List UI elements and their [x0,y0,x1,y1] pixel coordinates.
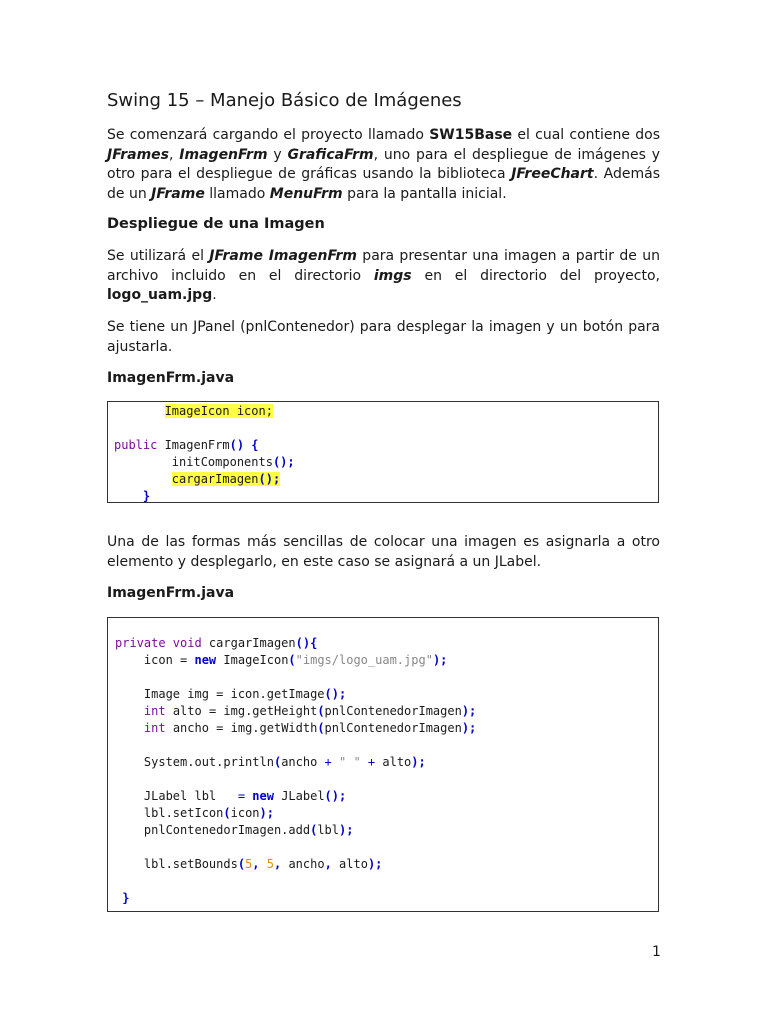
paragraph-2 [107,247,660,306]
code-punct: } [122,891,130,905]
text-bold-italic: JFrames [107,146,170,163]
text: llamado [204,185,270,202]
code-punct: (); [272,455,295,469]
code-filename: ImagenFrm.java [107,585,235,601]
paragraph-4: Una de las formas más sencillas de colocar una imagen es asignarla a otro elemento y desplegarlo, en este caso se asignará a un JLabel. [107,534,660,570]
paragraph-3: Se tiene un JPanel (pnlContenedor) para desplegar la imagen y un botón para ajustarla. [107,319,660,355]
text-bold-italic: JFrame ImagenFrm [209,248,357,264]
code-text: lbl [317,823,339,837]
code-text: ImageIcon [216,653,289,667]
code-keyword: private void [115,636,202,650]
document-title: Swing 15 – Manejo Básico de Imágenes [107,90,462,111]
text: para la pantalla inicial. [342,185,507,202]
code-content: private void cargarImagen(){ icon = new ImageIcon("imgs/logo_uam.jpg"); Image img = icon.getImage(); int alto = img.getHeight(pnlContenedorImagen); int ancho = img.getWidth(pnlContenedorImagen); System.out.println(ancho + " " + alto); JLabel lbl = new JLabel(); lbl.setIcon(icon); pnlContenedorImagen.add(lbl); lbl.setBounds(5, 5, ancho, alto); } [115,636,477,905]
code-keyword: new [194,653,217,667]
code-text: pnlContenedorImagen.add [143,823,311,837]
code-keyword: new [252,789,274,803]
code-text: ancho = img.getWidth [165,721,318,735]
code-text: lbl.setBounds [143,857,238,871]
code-text: pnlContenedorImagen [324,721,462,735]
code-text: alto [331,857,368,871]
code-text: alto [382,755,412,769]
code-punct: () { [229,438,259,452]
text: para presentar una imagen a partir de un archivo incluido en el directorio [107,248,660,284]
text-bold: SW15Base [429,127,513,143]
page-number: 1 [652,944,661,960]
code-text: ancho [281,755,318,769]
text: el cual contiene dos [512,127,660,143]
code-text: ancho [281,857,325,871]
text-bold: logo_uam.jpg [107,287,213,303]
text: Se comenzará cargando el proyecto llamado [107,127,430,143]
code-highlight [172,472,280,486]
code-text: System.out.println [143,755,274,769]
code-number: 5 [245,857,253,871]
code-string: "imgs/logo_uam.jpg" [295,653,433,667]
code-keyword: int [143,704,166,718]
code-text: Image img = icon.getImage [143,687,325,701]
code-text: initComponents [171,455,273,469]
code-text: cargarImagen [171,472,259,486]
text-bold-italic: ImagenFrm [179,146,268,163]
code-text: lbl.setIcon [143,806,224,820]
text: y [267,146,288,163]
code-number: 5 [266,857,274,871]
code-keyword: int [143,721,166,735]
code-punct: } [142,489,151,503]
code-block-1 [107,401,659,503]
code-line: ImageIcon icon; [164,404,273,418]
text: . Además de un [107,166,660,202]
code-punct: (){ [295,636,318,650]
text-bold-italic: MenuFrm [269,185,343,202]
code-filename: ImagenFrm.java [107,370,235,386]
text: Se utilizará el [107,248,210,264]
code-keyword: public [114,438,158,452]
text: . [212,287,217,303]
code-text: alto = img.getHeight [165,704,318,718]
section-heading: Despliegue de una Imagen [107,216,325,232]
code-text: icon = [143,653,195,667]
code-text: JLabel lbl [143,789,238,803]
text-bold-italic: JFrame [151,185,205,202]
text-bold-italic: imgs [373,267,412,284]
code-text: pnlContenedorImagen [324,704,462,718]
code-string: " " [339,755,361,769]
code-text: cargarImagen [201,636,296,650]
code-text: ImagenFrm [157,438,230,452]
code-text: icon [230,806,260,820]
text: en el directorio del proyecto, [411,267,660,284]
text-bold-italic: GraficaFrm [287,146,374,163]
text-bold-italic: JFreeChart [511,166,594,182]
text: , uno para el despliegue de imágenes y otro para el despliegue de gráficas usando la biblioteca [107,146,661,182]
intro-paragraph [107,126,660,204]
text: , [169,146,180,163]
code-text: JLabel [273,789,325,803]
code-block-2 [107,617,659,912]
code-punct: (); [258,472,281,486]
code-content [114,403,295,505]
